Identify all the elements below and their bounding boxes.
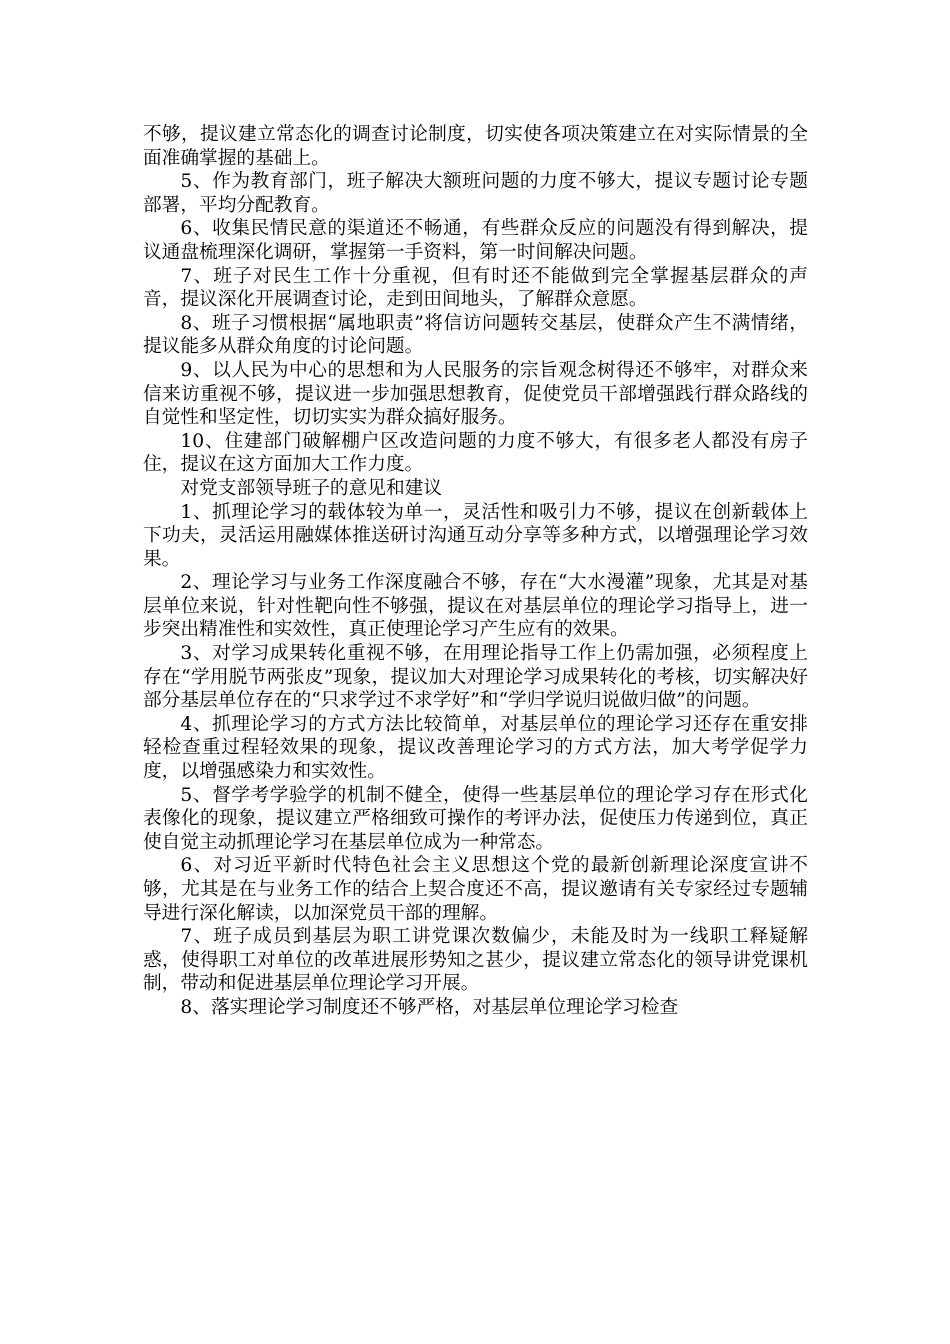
paragraph: 3、对学习成果转化重视不够，在用理论指导工作上仍需加强，必须程度上存在“学用脱节两张皮”现象，提议加大对理论学习成果转化的考核，切实解决好部分基层单位存在的“只求学过不求学好”和“学归学说归说做归做”的问题。 (143, 643, 808, 712)
paragraph: 2、理论学习与业务工作深度融合不够，存在“大水漫灌”现象，尤其是对基层单位来说，针对性靶向性不够强，提议在对基层单位的理论学习指导上，进一步突出精准性和实效性，真正使理论学习产生应有的效果。 (143, 572, 808, 641)
section-heading: 对党支部领导班子的意见和建议 (180, 477, 443, 499)
paragraph: 8、落实理论学习制度还不够严格，对基层单位理论学习检查 (180, 996, 679, 1018)
paragraph: 6、对习近平新时代特色社会主义思想这个党的最新创新理论深度宣讲不够，尤其是在与业务工作的结合上契合度还不高，提议邀请有关专家经过专题辅导进行深化解读，以加深党员干部的理解。 (143, 855, 808, 924)
paragraph: 9、以人民为中心的思想和为人民服务的宗旨观念树得还不够牢，对群众来信来访重视不够，提议进一步加强思想教育，促使党员干部增强践行群众路线的自觉性和坚定性，切切实实为群众搞好服务。 (143, 359, 808, 429)
paragraph: 5、作为教育部门，班子解决大额班问题的力度不够大，提议专题讨论专题部署，平均分配教育。 (143, 171, 808, 216)
paragraph: 4、抓理论学习的方式方法比较简单，对基层单位的理论学习还存在重安排轻检查重过程轻效果的现象，提议改善理论学习的方式方法，加大考学促学力度，以增强感染力和实效性。 (143, 713, 808, 783)
paragraph: 5、督学考学验学的机制不健全，使得一些基层单位的理论学习存在形式化表像化的现象，提议建立严格细致可操作的考评办法，促使压力传递到位，真正使自觉主动抓理论学习在基层单位成为一种常态。 (143, 784, 808, 853)
paragraph: 不够，提议建立常态化的调查讨论制度，切实使各项决策建立在对实际情景的全面准确掌握的基础上。 (143, 124, 808, 169)
document-page (143, 123, 808, 1020)
paragraph: 6、收集民情民意的渠道还不畅通，有些群众反应的问题没有得到解决，提议通盘梳理深化调研，掌握第一手资料，第一时间解决问题。 (143, 218, 808, 263)
paragraph: 7、班子成员到基层为职工讲党课次数偏少，未能及时为一线职工释疑解惑，使得职工对单位的改革进展形势知之甚少，提议建立常态化的领导讲党课机制，带动和促进基层单位理论学习开展。 (143, 926, 808, 995)
paragraph: 8、班子习惯根据“属地职责”将信访问题转交基层，使群众产生不满情绪，提议能多从群众角度的讨论问题。 (143, 312, 808, 358)
paragraph: 10、住建部门破解棚户区改造问题的力度不够大，有很多老人都没有房子住，提议在这方面加大工作力度。 (143, 430, 808, 476)
paragraph: 1、抓理论学习的载体较为单一，灵活性和吸引力不够，提议在创新载体上下功夫，灵活运用融媒体推送研讨沟通互动分享等多种方式，以增强理论学习效果。 (143, 501, 808, 570)
paragraph: 7、班子对民生工作十分重视，但有时还不能做到完全掌握基层群众的声音，提议深化开展调查讨论，走到田间地头，了解群众意愿。 (143, 265, 808, 311)
